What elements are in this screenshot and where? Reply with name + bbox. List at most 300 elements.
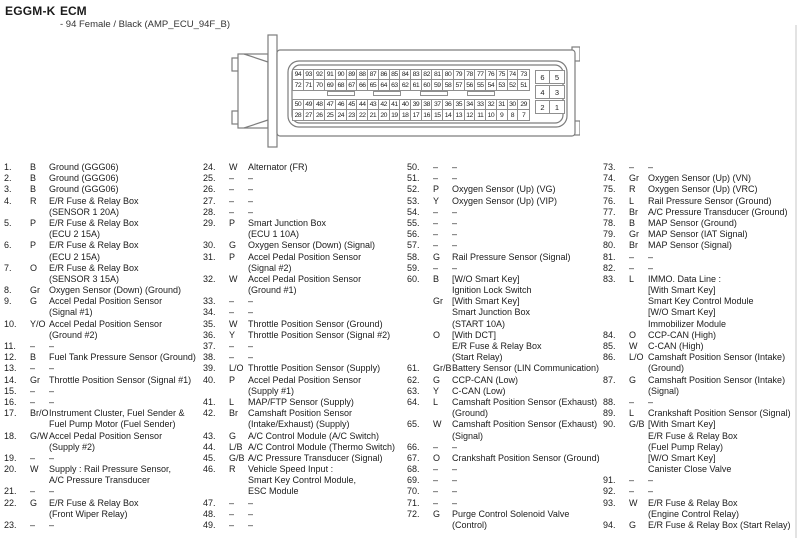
pin-number: 90.: [603, 419, 616, 430]
wire-color: P: [229, 217, 236, 228]
pin-entry-line: [603, 486, 795, 497]
connector-subtitle: - 94 Female / Black (AMP_ECU_94F_B): [60, 19, 231, 30]
wire-color: –: [433, 173, 439, 184]
connector-pin-cell: 43: [368, 100, 379, 110]
wire-color: –: [229, 508, 235, 519]
pin-description: Throttle Position Sensor (Signal #1): [49, 374, 192, 385]
pin-entry-line: [4, 498, 202, 509]
pin-description: Oxygen Sensor (Up) (VN): [648, 173, 752, 184]
pin-description: C-CAN (High): [648, 341, 704, 351]
wire-color: Gr: [629, 173, 639, 184]
wire-color: –: [229, 173, 235, 184]
pin-entry-line: [603, 196, 795, 207]
pin-entry-line: [203, 330, 406, 341]
pin-description: Purge Control Solenoid Valve: [452, 508, 570, 519]
pin-entry-line: [407, 263, 602, 274]
pin-description: –: [452, 475, 458, 486]
wire-color: Br: [229, 408, 238, 419]
pin-number: 74.: [603, 173, 616, 184]
pin-description: [With Smart Key]: [648, 285, 716, 296]
wire-color: –: [229, 195, 235, 206]
pin-entry-line: [4, 173, 202, 184]
pin-description: –: [648, 475, 654, 486]
connector-pin-cell: 58: [443, 80, 454, 90]
pin-entry-line: [603, 375, 795, 386]
pin-number: 4.: [4, 195, 12, 206]
pin-entry-line: [603, 408, 795, 419]
pin-description: (ECU 2 15A): [49, 229, 101, 240]
pin-description: MAP Sensor (Ground): [648, 217, 737, 228]
pin-entry-line: [407, 453, 602, 464]
pin-entry-line: [603, 330, 795, 341]
wire-color: G: [433, 374, 441, 385]
connector-pin-cell: 26: [314, 110, 325, 120]
wire-color: G: [229, 240, 237, 251]
pin-entry-continuation: [4, 229, 202, 240]
pin-entry-line: [203, 274, 406, 285]
connector-pin-cell: 48: [314, 100, 325, 110]
pin-entry-continuation: [407, 408, 602, 419]
pin-number: 43.: [203, 430, 216, 441]
pin-number: 68.: [407, 464, 420, 475]
wire-color: B: [30, 162, 37, 172]
connector-pin-cell: 74: [508, 70, 519, 80]
wire-color: G: [629, 374, 637, 385]
pin-description: Camshaft Position Sensor (Exhaust): [452, 396, 598, 407]
pin-number: 25.: [203, 173, 216, 184]
connector-pin-cell: 90: [336, 70, 347, 80]
wire-color: –: [229, 520, 235, 530]
pin-description: (SENSOR 3 15A): [49, 273, 120, 284]
pin-entry-line: [4, 464, 202, 475]
pin-description: –: [248, 307, 254, 318]
connector-pin-cell: 30: [508, 100, 519, 110]
pin-entry-line: [4, 285, 202, 296]
pin-description: (Intake/Exhaust) (Supply): [248, 419, 350, 430]
connector-pin-cell: 37: [432, 100, 443, 110]
connector-pin-cell: 14: [443, 110, 454, 120]
connector-pin-cell: 64: [379, 80, 390, 90]
pin-description: Camshaft Position Sensor (Exhaust): [452, 419, 598, 430]
pin-description: –: [452, 497, 458, 508]
pin-number: 34.: [203, 307, 216, 318]
pin-number: 46.: [203, 464, 216, 475]
pin-entry-continuation: [4, 475, 202, 486]
pin-description: Fuel Pump Motor (Fuel Sender): [49, 419, 176, 430]
pin-entry-continuation: [203, 475, 406, 486]
pin-entry-line: [407, 240, 602, 251]
pin-description: [With DCT]: [452, 329, 496, 340]
wire-color: O: [433, 329, 441, 340]
wire-color: L: [229, 396, 235, 407]
pin-description: (START 10A): [452, 318, 506, 329]
pin-description: –: [648, 251, 654, 262]
pin-entry-line: [603, 207, 795, 218]
pin-number: 49.: [203, 520, 216, 530]
pin-entry-line: [203, 375, 406, 386]
pin-description: [With Smart Key]: [452, 296, 520, 307]
pin-number: 44.: [203, 441, 216, 452]
pin-number: 82.: [603, 262, 616, 273]
wire-color: –: [629, 486, 635, 497]
pin-description: (Signal): [452, 430, 484, 441]
wire-color: R: [30, 195, 37, 206]
pin-number: 21.: [4, 486, 17, 497]
connector-pin-cell: 25: [325, 110, 336, 120]
pin-description: Smart Junction Box: [452, 307, 531, 318]
pin-entry-continuation: [603, 509, 795, 520]
pin-number: 77.: [603, 206, 616, 217]
pin-description: Camshaft Position Sensor: [248, 408, 353, 419]
pin-number: 92.: [603, 486, 616, 497]
pin-description: E/R Fuse & Relay Box: [49, 497, 139, 508]
wire-color: –: [629, 396, 635, 407]
pin-number: 80.: [603, 240, 616, 251]
pin-number: 57.: [407, 240, 420, 251]
pin-entry-line: [4, 520, 202, 531]
connector-pin-cell: 68: [336, 80, 347, 90]
wire-color: R: [629, 184, 636, 195]
connector-pin-cell: 91: [325, 70, 336, 80]
pin-description: –: [648, 486, 654, 497]
pin-description: (Control): [452, 520, 488, 530]
connector-pin-cell: 63: [390, 80, 401, 90]
wire-color: G: [229, 430, 237, 441]
wire-color: –: [629, 162, 635, 172]
pin-description: A/C Control Module (Thermo Switch): [248, 441, 396, 452]
connector-pin-cell: 88: [357, 70, 368, 80]
pin-number: 23.: [4, 520, 17, 530]
pin-number: 35.: [203, 318, 216, 329]
pin-description: [W/O Smart Key]: [648, 452, 716, 463]
wire-color: –: [30, 385, 36, 396]
keying-tab: [373, 91, 401, 96]
pin-entry-line: [407, 442, 602, 453]
connector-pin-cell: 19: [390, 110, 401, 120]
pin-entry-line: [407, 363, 602, 374]
pin-entry-line: [203, 296, 406, 307]
connector-pin-cell: 5: [554, 72, 560, 82]
wire-color: –: [30, 396, 36, 407]
connector-pin-cell: 73: [518, 70, 529, 80]
pin-description: –: [452, 206, 458, 217]
pin-description: Ground (GGG06): [49, 184, 119, 195]
wire-color: L: [629, 273, 635, 284]
wire-color: –: [629, 475, 635, 486]
connector-pin-cell: 33: [475, 100, 486, 110]
connector-diagram: [228, 32, 580, 150]
pin-entry-line: [603, 397, 795, 408]
pin-table: [0, 162, 797, 538]
pin-number: 45.: [203, 452, 216, 463]
pin-description: Accel Pedal Position Sensor: [248, 374, 362, 385]
pin-entry-continuation: [407, 285, 602, 296]
pin-description: –: [49, 341, 55, 351]
pin-entry-line: [407, 509, 602, 520]
pin-description: Oxygen Sensor (Up) (VIP): [452, 195, 558, 206]
connector-pin-cell: 16: [422, 110, 433, 120]
connector-pin-cell: 21: [368, 110, 379, 120]
pin-entry-line: [603, 252, 795, 263]
pin-entry-line: [4, 397, 202, 408]
pin-description: E/R Fuse & Relay Box: [452, 341, 542, 351]
pin-number: 51.: [407, 173, 420, 184]
pin-number: 73.: [603, 162, 616, 172]
wire-color: –: [433, 240, 439, 251]
wire-color: –: [433, 441, 439, 452]
pin-description: Throttle Position Sensor (Signal #2): [248, 329, 391, 340]
wire-color: W: [229, 318, 238, 329]
pin-entry-line: [203, 520, 406, 531]
connector-pin-cell: 56: [465, 80, 476, 90]
connector-pin-cell: 93: [304, 70, 315, 80]
pin-description: Rail Pressure Sensor (Ground): [648, 195, 772, 206]
pin-description: Camshaft Position Sensor (Intake): [648, 374, 786, 385]
wire-color: G: [30, 296, 38, 307]
wire-color: –: [30, 341, 36, 351]
pin-description: E/R Fuse & Relay Box: [49, 240, 139, 251]
pin-description: (Fuel Pump Relay): [648, 441, 724, 452]
pin-description: Instrument Cluster, Fuel Sender &: [49, 408, 185, 419]
pin-number: 24.: [203, 162, 216, 172]
pin-description: Crankshaft Position Sensor (Signal): [648, 408, 791, 419]
pin-description: Alternator (FR): [248, 162, 308, 172]
pin-description: –: [452, 240, 458, 251]
side-grid-row: [535, 100, 565, 114]
pin-entry-line: [603, 520, 795, 531]
wire-color: –: [229, 184, 235, 195]
pin-entry-line: [203, 240, 406, 251]
wire-color: –: [629, 251, 635, 262]
wire-color: Y: [433, 385, 440, 396]
pin-number: 88.: [603, 396, 616, 407]
pin-entry-line: [407, 173, 602, 184]
wire-color: –: [433, 486, 439, 497]
wire-color: –: [433, 206, 439, 217]
pin-description: (Ground #1): [248, 285, 297, 296]
pin-description: CCP-CAN (High): [648, 329, 717, 340]
keying-tab: [327, 91, 355, 96]
wire-color: B: [433, 273, 440, 284]
pin-number: 30.: [203, 240, 216, 251]
pin-description: A/C Pressure Transducer (Ground): [648, 206, 788, 217]
pin-number: 16.: [4, 396, 17, 407]
pin-number: 78.: [603, 217, 616, 228]
connector-pin-cell: 86: [379, 70, 390, 80]
wire-color: Br: [629, 206, 638, 217]
pin-number: 69.: [407, 475, 420, 486]
pin-entry-line: [203, 397, 406, 408]
pin-description: –: [648, 262, 654, 273]
pin-number: 55.: [407, 217, 420, 228]
pin-entry-continuation: [603, 319, 795, 330]
pin-entry-line: [4, 341, 202, 352]
pin-number: 64.: [407, 396, 420, 407]
pin-description: –: [49, 363, 55, 374]
pin-number: 81.: [603, 251, 616, 262]
pin-description: E/R Fuse & Relay Box: [648, 497, 738, 508]
connector-pin-cell: 89: [347, 70, 358, 80]
pin-number: 9.: [4, 296, 12, 307]
pin-number: 70.: [407, 486, 420, 497]
wire-color: W: [229, 162, 238, 172]
pin-description: –: [49, 486, 55, 497]
pin-entry-continuation: [203, 229, 406, 240]
wire-color: –: [229, 206, 235, 217]
pin-entry-line: [203, 173, 406, 184]
pin-number: 66.: [407, 441, 420, 452]
pin-entry-continuation: [407, 319, 602, 330]
connector-pin-cell: 7: [521, 111, 526, 119]
pin-entry-line: [407, 196, 602, 207]
pin-column: [203, 162, 406, 531]
pin-number: 15.: [4, 385, 17, 396]
connector-pin-cell: 34: [465, 100, 476, 110]
connector-pin-cell: 40: [400, 100, 411, 110]
pin-entry-line: [4, 453, 202, 464]
pin-description: Immobilizer Module: [648, 318, 727, 329]
connector-pin-cell: 81: [432, 70, 443, 80]
connector-pin-cell: 55: [475, 80, 486, 90]
pin-number: 40.: [203, 374, 216, 385]
pin-number: 75.: [603, 184, 616, 195]
pin-entry-line: [407, 397, 602, 408]
pin-description: A/C Pressure Transducer: [49, 475, 151, 486]
pin-number: 28.: [203, 206, 216, 217]
pin-description: A/C Control Module (A/C Switch): [248, 430, 380, 441]
connector-pin-cell: 53: [497, 80, 508, 90]
pin-description: Oxygen Sensor (Up) (VRC): [648, 184, 758, 195]
connector-pin-cell: 50: [293, 100, 304, 110]
pin-description: –: [248, 184, 254, 195]
connector-pin-cell: 61: [411, 80, 422, 90]
pin-description: E/R Fuse & Relay Box (Start Relay): [648, 520, 791, 530]
wire-color: W: [629, 341, 638, 351]
pin-number: 91.: [603, 475, 616, 486]
pin-number: 41.: [203, 396, 216, 407]
connector-pin-cell: 13: [454, 110, 465, 120]
pin-entry-line: [603, 475, 795, 486]
pin-description: –: [452, 441, 458, 452]
pin-number: 48.: [203, 508, 216, 519]
pin-number: 19.: [4, 452, 17, 463]
pin-description: –: [248, 173, 254, 184]
wire-color: O: [30, 262, 38, 273]
pin-description: –: [452, 173, 458, 184]
wire-color: W: [629, 497, 638, 508]
connector-pin-cell: 92: [314, 70, 325, 80]
wire-color: –: [433, 497, 439, 508]
connector-pin-cell: 17: [411, 110, 422, 120]
pin-description: (ECU 1 10A): [248, 229, 300, 240]
pin-number: 11.: [4, 341, 16, 351]
wire-color: P: [229, 251, 236, 262]
connector-pin-cell: 60: [422, 80, 433, 90]
pin-description: –: [248, 352, 254, 363]
pin-entry-continuation: [407, 307, 602, 318]
pin-number: 85.: [603, 341, 616, 351]
pin-entry-line: [203, 341, 406, 352]
pin-entry-continuation: [407, 352, 602, 363]
pin-entry-line: [4, 218, 202, 229]
pin-entry-line: [407, 386, 602, 397]
wire-color: –: [433, 262, 439, 273]
connector-pin-cell: 1: [554, 102, 560, 112]
pin-description: [W/O Smart Key]: [648, 307, 716, 318]
pin-description: –: [248, 508, 254, 519]
pin-description: Supply : Rail Pressure Sensor,: [49, 464, 172, 475]
wire-color: Gr: [433, 296, 443, 307]
pin-description: –: [648, 162, 654, 172]
pin-number: 32.: [203, 273, 216, 284]
pin-entry-continuation: [4, 207, 202, 218]
wire-color: Br: [629, 240, 638, 251]
wire-color: P: [229, 374, 236, 385]
pin-description: –: [248, 497, 254, 508]
pin-entry-line: [203, 162, 406, 173]
wire-color: L/B: [229, 441, 243, 452]
connector-pin-cell: 87: [368, 70, 379, 80]
pin-number: 14.: [4, 374, 17, 385]
pin-entry-line: [4, 386, 202, 397]
pin-description: –: [49, 396, 55, 407]
pin-number: 47.: [203, 497, 216, 508]
pin-description: Accel Pedal Position Sensor: [49, 430, 163, 441]
connector-pin-cell: 75: [497, 70, 508, 80]
pin-entry-continuation: [603, 386, 795, 397]
pin-entry-line: [603, 173, 795, 184]
pin-description: –: [452, 262, 458, 273]
pin-number: 83.: [603, 273, 616, 284]
pin-description: E/R Fuse & Relay Box: [49, 217, 139, 228]
connector-pin-cell: 8: [508, 110, 519, 120]
pin-description: (Supply #2): [49, 441, 96, 452]
pin-entry-line: [603, 162, 795, 173]
connector-pin-cell: 38: [422, 100, 433, 110]
pin-entry-line: [407, 162, 602, 173]
pin-entry-continuation: [4, 509, 202, 520]
pin-entry-line: [203, 196, 406, 207]
pin-entry-continuation: [407, 431, 602, 442]
pin-description: (Ground #2): [49, 329, 98, 340]
wire-color: W: [433, 419, 442, 430]
pin-number: 18.: [4, 430, 17, 441]
pin-entry-line: [407, 274, 602, 285]
pin-entry-line: [4, 263, 202, 274]
wire-color: –: [30, 486, 36, 497]
pin-entry-continuation: [4, 442, 202, 453]
pin-description: –: [49, 520, 55, 530]
pin-description: (SENSOR 1 20A): [49, 206, 120, 217]
pin-column: [407, 162, 602, 531]
pin-entry-line: [603, 352, 795, 363]
pin-number: 60.: [407, 273, 420, 284]
connector-keying-tabs: [292, 91, 530, 98]
pin-number: 86.: [603, 352, 616, 363]
pin-number: 72.: [407, 508, 420, 519]
connector-pin-cell: 84: [400, 70, 411, 80]
pin-entry-continuation: [4, 330, 202, 341]
pin-description: Fuel Tank Pressure Sensor (Ground): [49, 352, 196, 363]
pin-entry-line: [407, 486, 602, 497]
bracket-body: [238, 54, 268, 128]
pin-number: 42.: [203, 408, 216, 419]
connector-pin-cell: 69: [325, 80, 336, 90]
pin-number: 76.: [603, 195, 616, 206]
pin-description: E/R Fuse & Relay Box: [49, 195, 139, 206]
pin-entry-line: [4, 196, 202, 207]
pin-number: 50.: [407, 162, 420, 172]
